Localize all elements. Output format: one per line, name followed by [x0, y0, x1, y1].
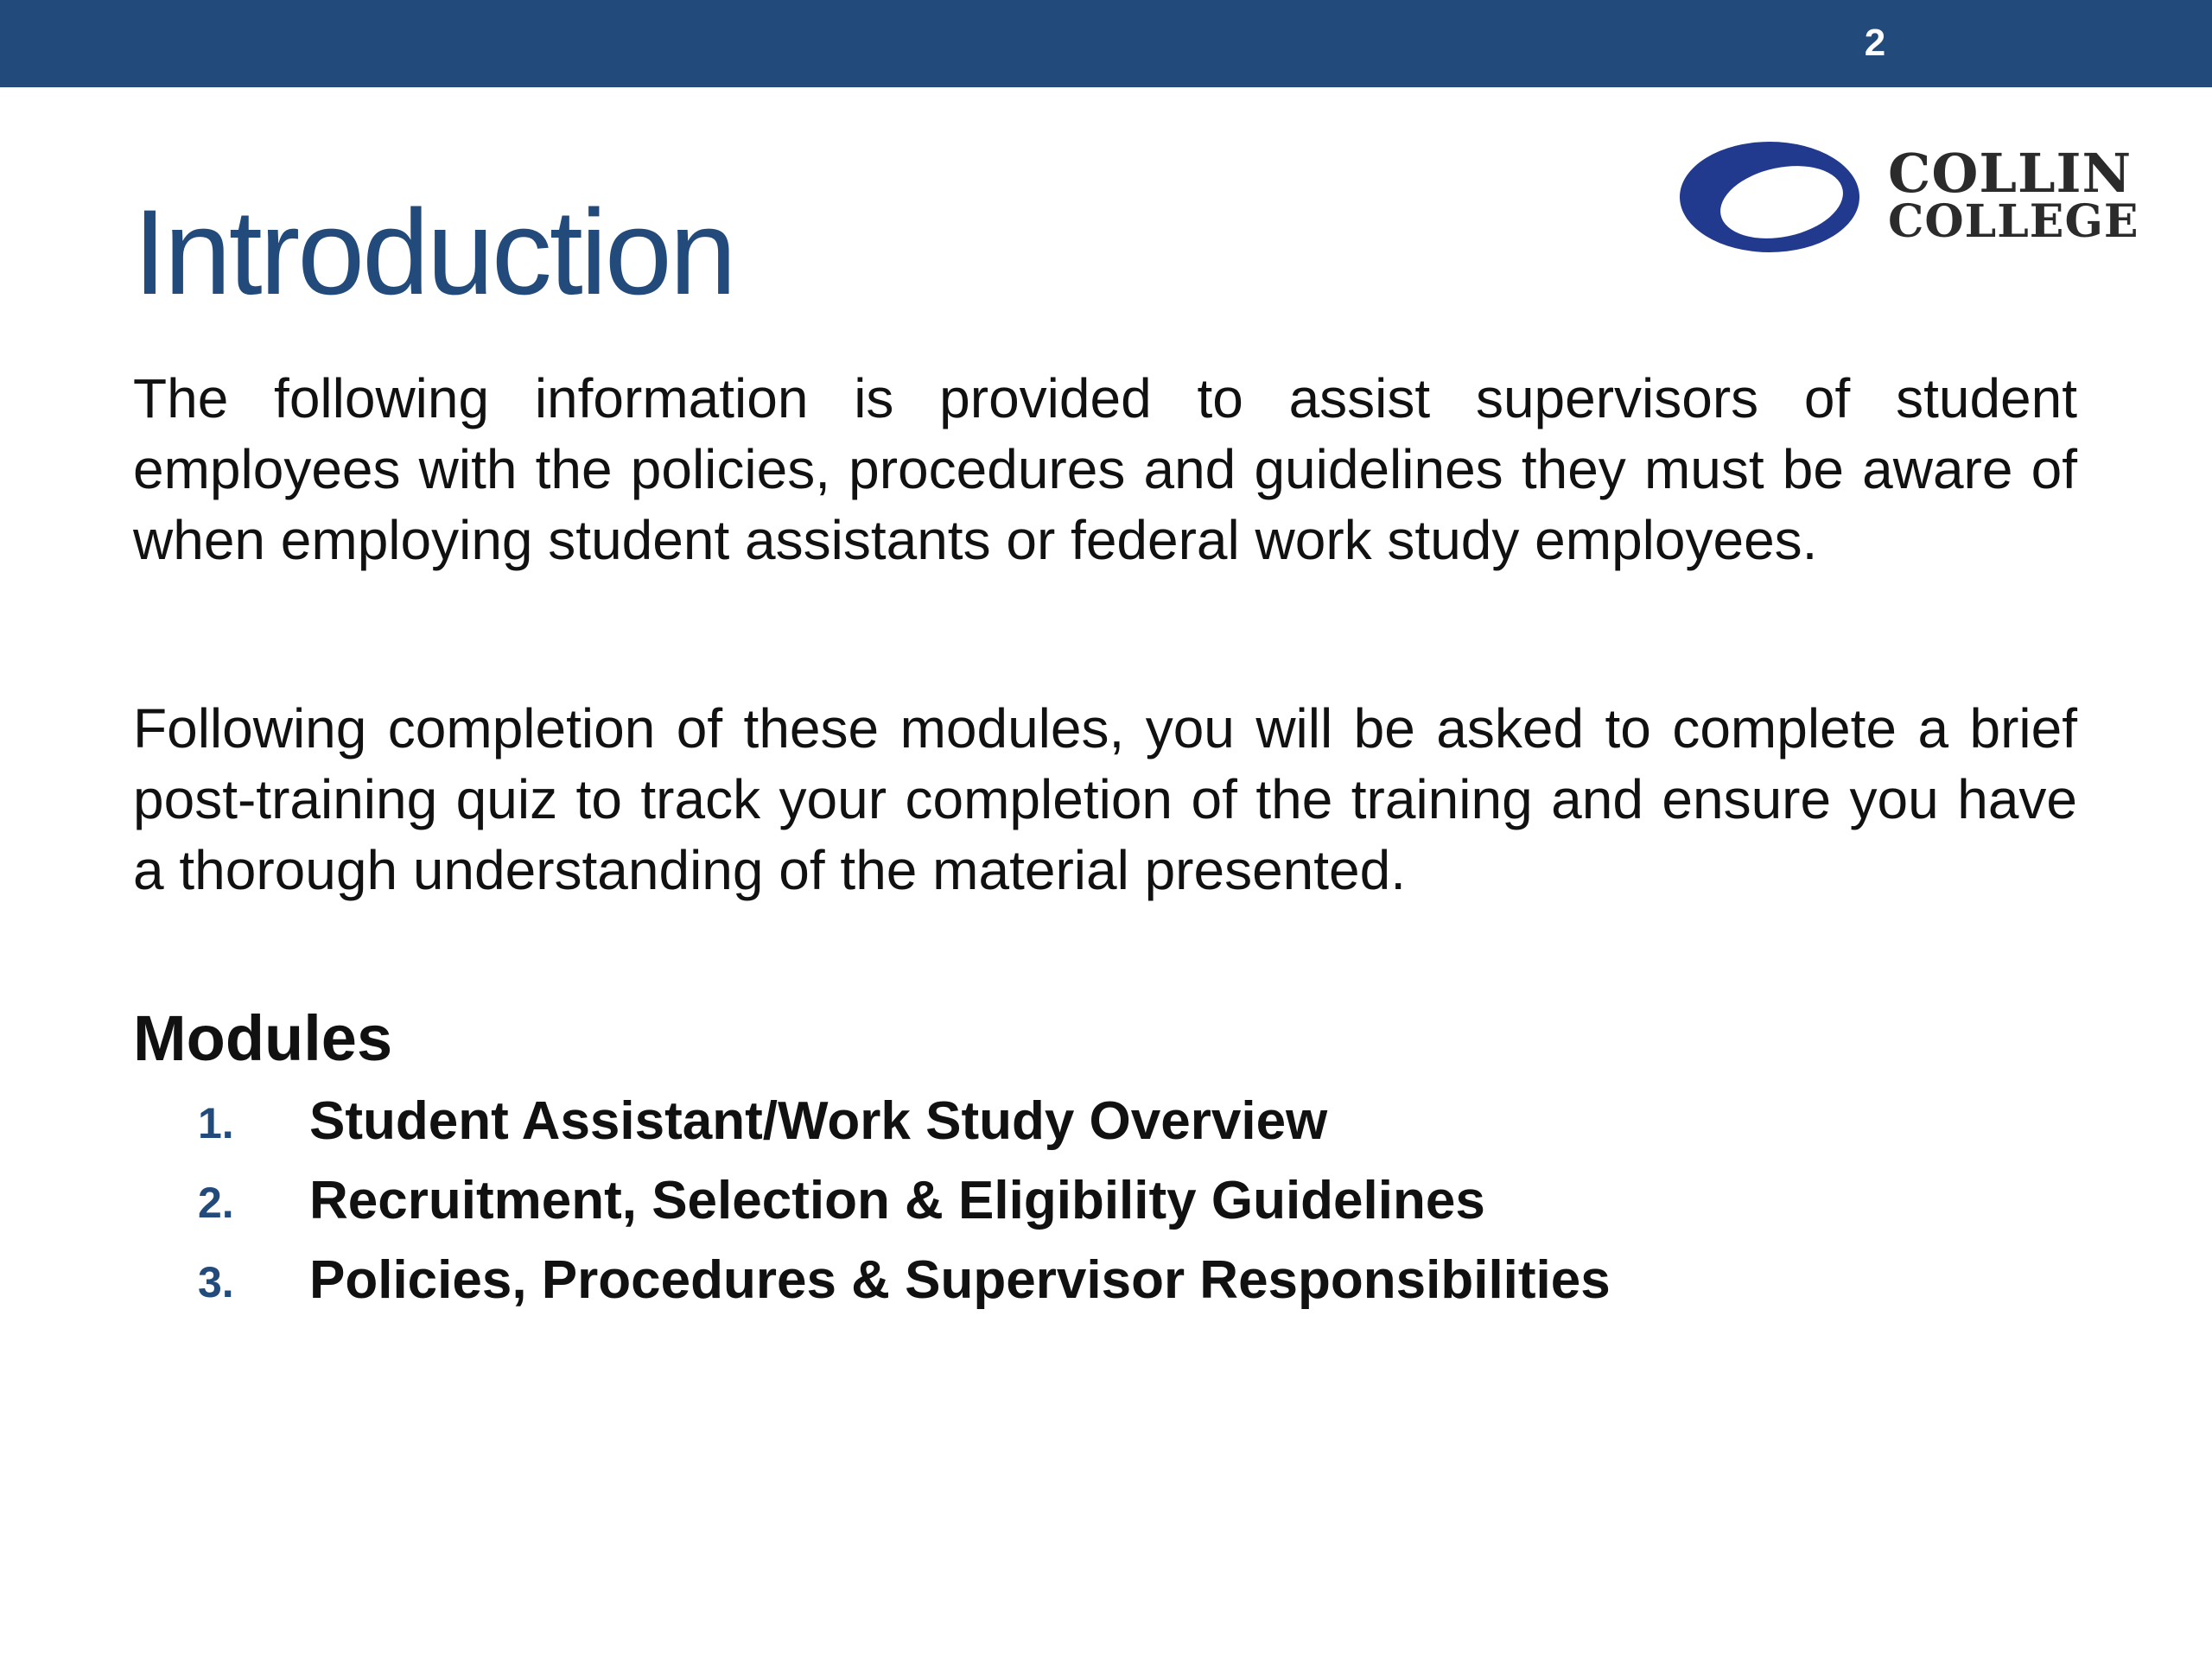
quiz-paragraph: Following completion of these modules, you will be asked to complete a brief post-training quiz to track your completion of the training and ensure you have a thorough understanding of the material presented. — [133, 697, 2077, 901]
page-number: 2 — [1864, 22, 1886, 64]
module-label: Policies, Procedures & Supervisor Responsibilities — [309, 1250, 1611, 1310]
collin-college-swoosh-icon — [1676, 137, 1875, 257]
module-number: 3. — [198, 1258, 234, 1306]
top-banner — [0, 0, 2212, 87]
module-number: 2. — [198, 1179, 234, 1227]
logo-line-collin: COLLIN — [1888, 142, 2133, 205]
collin-college-logo — [1676, 137, 2160, 257]
module-number: 1. — [198, 1099, 234, 1147]
module-label: Recruitment, Selection & Eligibility Guidelines — [309, 1171, 1485, 1230]
intro-paragraph: The following information is provided to assist supervisors of student employees with the policies, procedures and guidelines they must be aware of when employing student assistants or federal work study employees. — [133, 367, 2077, 571]
modules-heading: Modules — [133, 1002, 393, 1074]
logo-wordmark — [1888, 142, 2139, 248]
logo-line-college: COLLEGE — [1888, 195, 2139, 248]
page-title: Introduction — [133, 184, 734, 320]
module-label: Student Assistant/Work Study Overview — [309, 1091, 1328, 1151]
